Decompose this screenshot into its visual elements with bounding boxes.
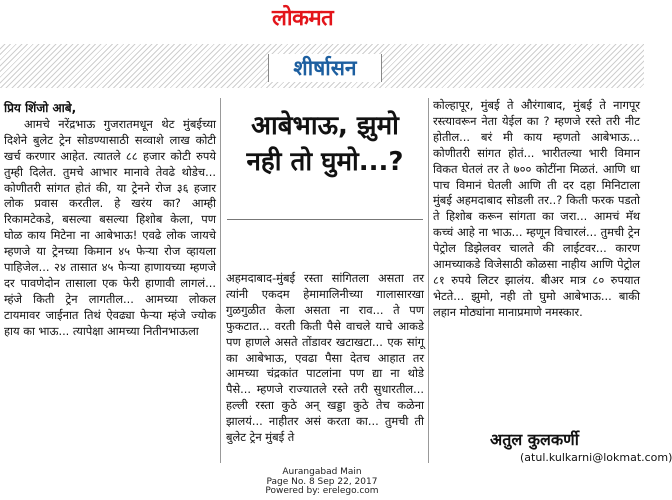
headline-line-1: आबेभाऊ, झुमो — [251, 111, 399, 141]
letter-greeting: प्रिय शिंजो आबे, — [4, 101, 77, 115]
article-body-text: आमचे नरेंद्रभाऊ गुजरातमधून थेट मुंबईच्या दिशेने बुलेट ट्रेन सोडण्यासाठी सव्वाशे लाख कोटी खर्च करणार आहेत. त्यातले ८८ हजार कोटी रुपये तुम्ही दिलेत. तुमचे आभार मानावे तेवढे थोडेच... कोणीतरी सांगत होतं की, या ट्रेनने रोज ३६ हजार लोक प्रवास करतील. हे खरंय का? आम्ही रिकामटेकडे, बसल्या बसल्या हिशोब केला, पण घोळ काय मिटेना ना आबेभाऊ! एवढे लोक जायचे म्हणजे या ट्रेनच्या किमान ४५ फेऱ्या रोज व्हायला पाहिजेल... २४ तासात ४५ फेऱ्या हाणायच्या म्हणजे दर पावणेदोन तासाला एक फेरी हाणावी लागलं... म्हंजे किती ट्रेन लागतील... आमच्या लोकल टायमावर जाईनात तिथं ऐवढ्या फेऱ्या म्हंजे ज्योक हाय का भाऊ... त्यापेक्षा आमच्या नितीनभाऊला — [4, 116, 216, 338]
section-title-box — [268, 54, 382, 82]
article-body-text: अहमदाबाद-मुंबई रस्ता सांगितला असता तर त्यांनी एकदम हेमामालिनीच्या गालासारखा गुळगुळीत केला असता ना राव... ते पण फुकटात... वरती किती पैसे वाचले याचे आकडे पण हाणले असते तोंडावर खटाखटा... एक सांगू का आबेभाऊ, एवढा पैसा देतच आहात तर आमच्या चंद्रकांत पाटलांना पण द्या ना थोडे पैसे... म्हणजे राज्यातले रस्ते तरी सुधारतील... हल्ली रस्ता कुठे अन् खड्डा कुठे तेच कळेना झालयं... नाहीतर असं करता का... तुमची ती बुलेट ट्रेन मुंबई ते — [226, 271, 424, 445]
article-column-2 — [226, 271, 424, 446]
section-title: शीर्षासन — [293, 56, 357, 80]
column-divider — [220, 98, 221, 463]
column-divider — [428, 98, 429, 463]
headline-underline — [227, 219, 423, 220]
author-name: अतुल कुलकर्णी — [490, 430, 579, 449]
masthead — [0, 0, 644, 30]
powered-by: Powered by: erelego.com — [265, 486, 379, 496]
newspaper-logo: लोकमत — [272, 6, 334, 31]
headline-box — [229, 108, 421, 212]
article-column-3 — [433, 98, 640, 321]
edition-name: Aurangabad Main — [282, 467, 362, 477]
article-column-1 — [4, 101, 216, 340]
page-number-date: Page No. 8 Sep 22, 2017 — [266, 476, 378, 487]
page-footer — [0, 468, 644, 497]
article-body-text: कोल्हापूर, मुंबई ते औरंगाबाद, मुंबई ते नागपूर रस्त्यावरून नेता येईल का ? म्हणजे रस्ते तरी नीट होतील... बरं मी काय म्हणतो आबेभाऊ... कोणीतरी सांगत होतं... भारीतल्या भारी विमान विकत घेतलं तर ते ७०० कोटींना मिळतं. आणि धा पाच विमानं घेतली आणि ती दर दहा मिनिटाला मुंबई अहमदाबाद सोडली तर..? किती फरक पडतो ते हिशोब करून सांगता का जरा... आमचं मॅथ कच्चं आहे ना भाऊ... म्हणून विचारलं... तुमची ट्रेन पेट्रोल डिझेलवर चालते की लाईटवर... कारण आमच्याकडे विजेसाठी कोळसा नाहीय आणि पेट्रोल ८१ रुपये लिटर झालंय. बीअर मात्र ८० रुपयात भेटते... झुमो, नही तो घुमो आबेभाऊ... बाकी लहान मोठ्यांना मानाप्रमाणे नमस्कार. — [433, 98, 640, 319]
headline-line-2: नही तो घुमो...? — [246, 147, 404, 177]
author-email: (atul.kulkarni@lokmat.com) — [520, 451, 672, 464]
